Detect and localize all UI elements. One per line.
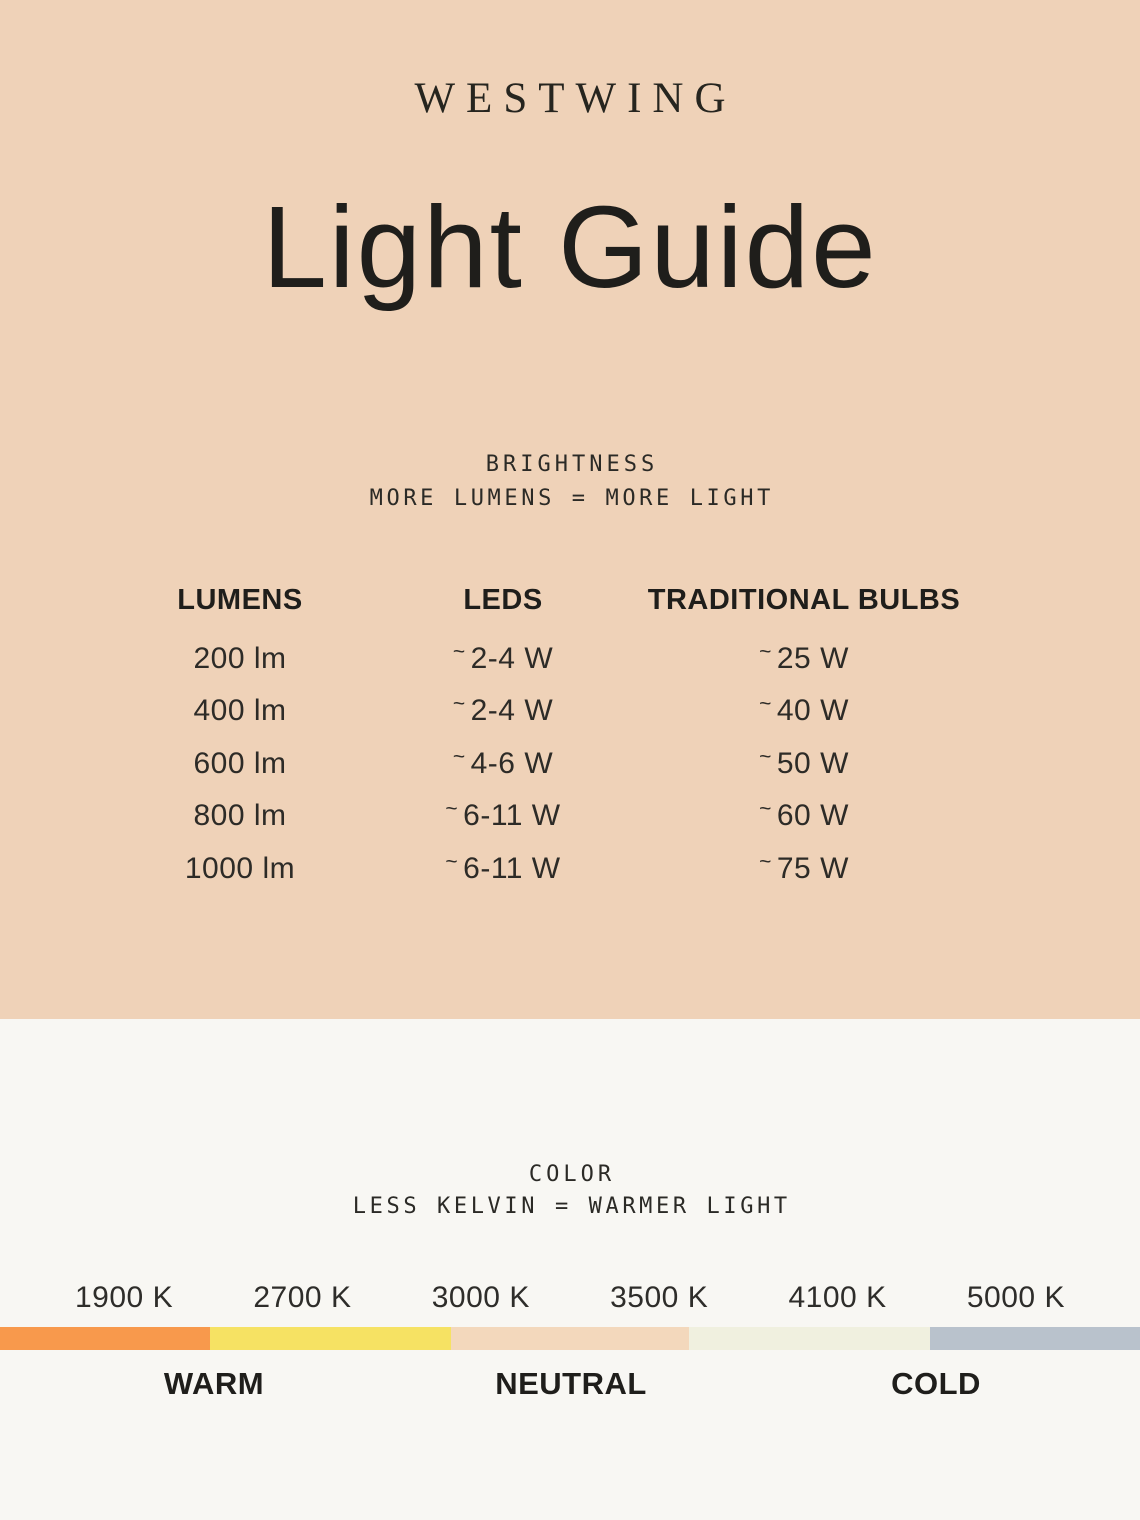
approx-symbol: ~ bbox=[452, 640, 466, 664]
leds-value bbox=[380, 799, 626, 851]
lumens-value: 200 lm bbox=[193, 642, 287, 675]
traditional-watts: 60 W bbox=[776, 799, 849, 833]
approx-symbol: ~ bbox=[759, 640, 772, 664]
temperature-label-cold: COLD bbox=[891, 1366, 981, 1401]
brightness-subheading: MORE LUMENS = MORE LIGHT bbox=[369, 486, 774, 511]
kelvin-label: 5000 K bbox=[966, 1281, 1065, 1314]
leds-value bbox=[380, 694, 626, 746]
traditional-value bbox=[626, 642, 982, 694]
approx-symbol: ~ bbox=[759, 850, 772, 874]
leds-watts: 2-4 W bbox=[470, 642, 554, 675]
approx-symbol: ~ bbox=[452, 745, 466, 769]
leds-value bbox=[380, 747, 626, 799]
approx-symbol: ~ bbox=[759, 692, 772, 716]
traditional-value bbox=[626, 747, 982, 799]
column-header-traditional-bulbs: TRADITIONAL BULBS bbox=[647, 584, 961, 616]
color-temperature-section bbox=[0, 1019, 1140, 1520]
lumens-value: 400 lm bbox=[193, 694, 287, 728]
leds-watts: 6-11 W bbox=[463, 851, 561, 885]
traditional-watts: 25 W bbox=[776, 642, 849, 675]
brightness-heading: BRIGHTNESS bbox=[485, 452, 659, 477]
temperature-label-neutral: NEUTRAL bbox=[495, 1366, 647, 1401]
bar-segment-yellow bbox=[210, 1327, 452, 1350]
temperature-label-warm: WARM bbox=[163, 1366, 265, 1401]
bar-segment-cool-gray bbox=[930, 1327, 1140, 1350]
page-title: Light Guide bbox=[262, 182, 878, 312]
color-temperature-bar bbox=[0, 1327, 1140, 1350]
column-header-leds: LEDS bbox=[463, 584, 543, 616]
approx-symbol: ~ bbox=[759, 745, 772, 769]
bar-segment-peach bbox=[451, 1327, 688, 1350]
traditional-watts: 40 W bbox=[776, 694, 849, 728]
lumens-value: 800 lm bbox=[193, 799, 287, 833]
brand-logo: WESTWING bbox=[414, 75, 737, 122]
approx-symbol: ~ bbox=[445, 797, 459, 821]
traditional-watts: 50 W bbox=[776, 746, 849, 780]
leds-watts: 4-6 W bbox=[470, 746, 554, 780]
leds-watts: 2-4 W bbox=[470, 694, 554, 728]
kelvin-label: 2700 K bbox=[253, 1281, 352, 1314]
leds-value bbox=[380, 642, 626, 694]
traditional-value bbox=[626, 799, 982, 851]
approx-symbol: ~ bbox=[759, 797, 772, 821]
approx-symbol: ~ bbox=[452, 692, 466, 716]
kelvin-scale-labels bbox=[0, 1281, 1140, 1315]
kelvin-label: 3000 K bbox=[431, 1281, 530, 1314]
bar-segment-warm-orange bbox=[0, 1327, 210, 1350]
traditional-value bbox=[626, 852, 982, 904]
kelvin-label: 1900 K bbox=[75, 1281, 174, 1314]
traditional-value bbox=[626, 694, 982, 746]
lumens-table-header bbox=[100, 584, 982, 617]
column-header-lumens: LUMENS bbox=[177, 584, 303, 616]
lumens-value: 1000 lm bbox=[184, 851, 296, 885]
lumens-table-body bbox=[100, 642, 982, 904]
leds-value bbox=[380, 852, 626, 904]
leds-watts: 6-11 W bbox=[463, 799, 561, 833]
color-heading: COLOR bbox=[528, 1162, 616, 1187]
approx-symbol: ~ bbox=[445, 850, 459, 874]
color-subheading: LESS KELVIN = WARMER LIGHT bbox=[352, 1194, 791, 1219]
kelvin-label: 4100 K bbox=[788, 1281, 887, 1314]
kelvin-label: 3500 K bbox=[610, 1281, 709, 1314]
bar-segment-cream bbox=[689, 1327, 931, 1350]
traditional-watts: 75 W bbox=[776, 851, 849, 885]
lumens-value: 600 lm bbox=[193, 746, 287, 780]
